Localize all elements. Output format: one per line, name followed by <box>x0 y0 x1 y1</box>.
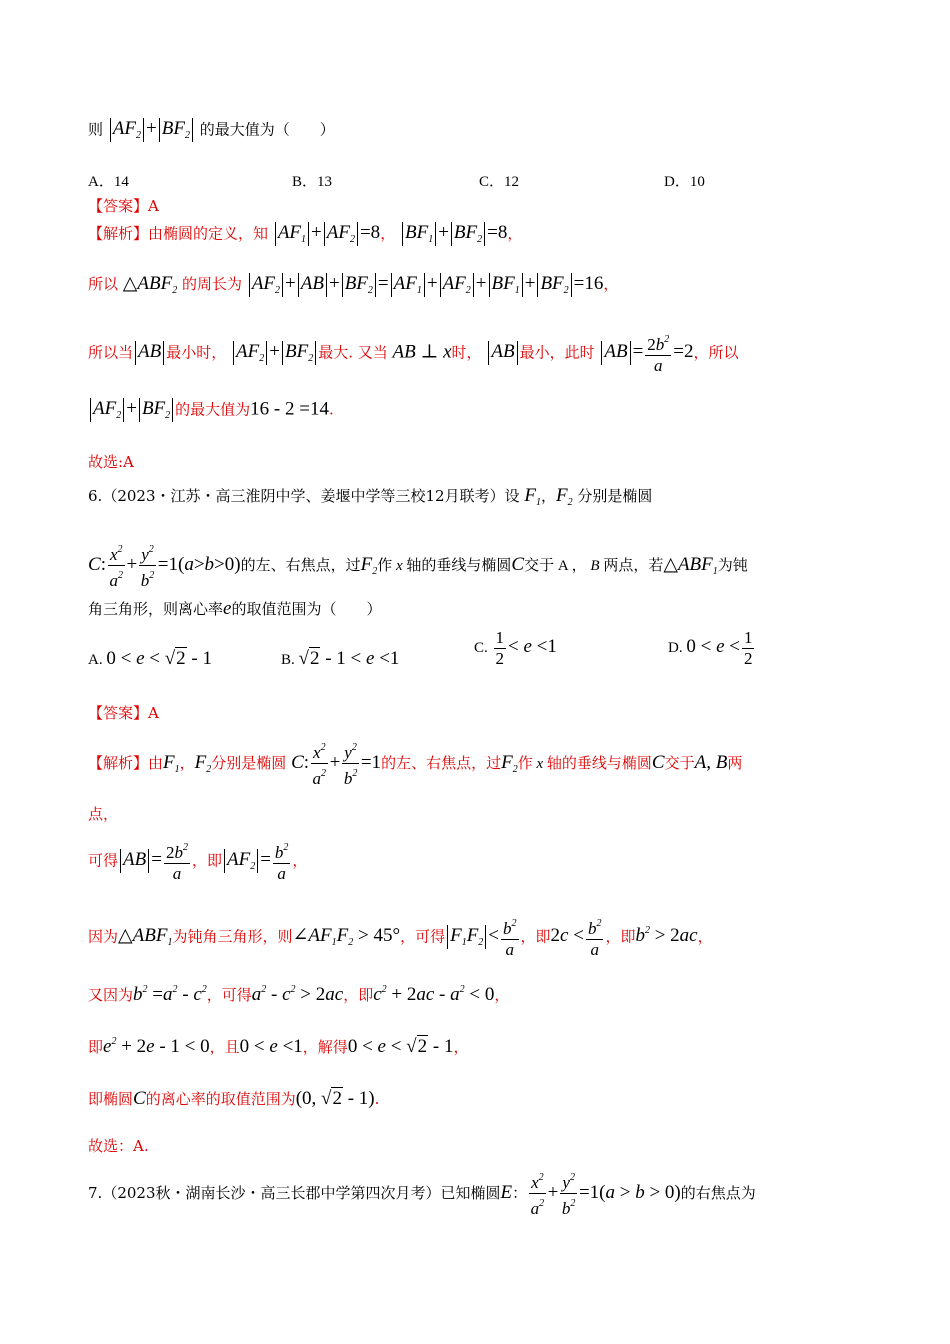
question-text: 轴的垂线与椭圆 <box>406 555 512 574</box>
formula-perimeter: $AF_2$ + AB + $BF_2 = AF_1 + AF_2 + BF_1 + BF_2 =16$ <box>247 273 604 294</box>
question-text: 交于 <box>524 555 555 574</box>
analysis-text: 最大. 又当 <box>318 343 388 362</box>
q5-answer <box>88 195 159 216</box>
q6-analysis-line7: 即椭圆C的离心率的取值范围为(0, √2 - 1). <box>88 1088 380 1109</box>
q6-option-d: D. 0 < e < $\frac{1}{2}$ <box>668 628 753 668</box>
formula-af2-bf2: $AF_2 + BF_2$ <box>108 118 195 139</box>
q7-line1: 7.（2023秋・湖南长沙・高三长郡中学第四次月考）已知椭圆E： $\frac{x^2}{a^2}$ + $\frac{y^2}{b^2}$ =1(a > b > 0)的右焦点为 <box>88 1168 756 1219</box>
question-text: 两点，若 <box>603 555 664 574</box>
question-text: 角三角形，则离心率 <box>88 600 224 618</box>
q6-line2: C: $\frac{x^2}{a^2}$ + $\frac{y^2}{b^2}$ =1(a>b>0)的左、右焦点，过$F_2$作 x 轴的垂线与椭圆C交于 A ， B 两点，若$\triangle ABF_1$为钝 <box>88 540 748 591</box>
intro-suffix: 的最大值为（ ） <box>199 120 335 139</box>
q6-option-c: C. $\frac{1}{2}$ < e <1 <box>474 628 557 668</box>
answer-tag: 【答案】 <box>88 704 149 722</box>
analysis-text: 的周长为 <box>182 275 243 293</box>
q6-line1: 6.（2023・江苏・高三淮阴中学、姜堰中学等三校12月联考）设 $F_1$，$F_2$ 分别是椭圆 <box>88 485 653 508</box>
q6-analysis-line6: 即$e^2 + 2e - 1 < 0$，且0 < e <1，解得0 < e < √2 - 1， <box>88 1036 469 1057</box>
question-text: 为钝 <box>717 555 748 574</box>
question-source: （2023秋・湖南长沙・高三长郡中学第四次月考）已知椭圆 <box>102 1183 501 1202</box>
q5-analysis-line4: $AF_2 + BF_2$ 的最大值为16 - 2 =14. <box>88 398 334 422</box>
analysis-text: 最小，此时 <box>519 343 595 362</box>
q5-option-c: C．12 <box>479 174 520 190</box>
q5-option-a: A．14 <box>88 174 129 190</box>
q6-analysis-line4: 因为$\triangle ABF_1$为钝角三角形，则$\angle AF_1F_2 > 45^\circ$，可得 $F_1F_2$ < $\frac{b^2}{a}$ ，即2c < $\frac{b^2}{a}$ ，即$b^2 > 2ac$， <box>88 914 713 960</box>
analysis-text: 的最大值为 <box>175 400 251 419</box>
q5-option-b: B．13 <box>292 174 333 190</box>
intro-prefix: 则 <box>88 120 104 139</box>
analysis-tag: 【解析】 <box>88 753 149 772</box>
intro-line <box>88 118 335 142</box>
analysis-text: 时， <box>451 343 482 362</box>
q6-choose: 故选：A. <box>88 1137 149 1155</box>
q6-line3: 角三角形，则离心率e的取值范围为（ ） <box>88 598 382 619</box>
q6-analysis-line3: 可得 AB = $\frac{2b^2}{a}$ ，即 $AF_2$ = $\frac{b^2}{a}$ ， <box>88 838 307 884</box>
q6-option-a: A. 0 < e < √2 - 1 <box>88 648 212 669</box>
analysis-text: 所以当 <box>88 343 134 362</box>
question-text: 作 <box>377 555 393 574</box>
formula-bf1-bf2: $BF_1 + BF_2 =8$ <box>400 222 507 243</box>
question-text: 分别是椭圆 <box>577 487 653 505</box>
question-text: 的右焦点为 <box>680 1183 756 1202</box>
formula-triangle-abf2: $\triangle ABF_2$ <box>122 273 178 296</box>
q5-option-d: D．10 <box>664 174 705 190</box>
analysis-text: 所以 <box>88 275 119 293</box>
q5-choose: 故选:A <box>88 453 134 471</box>
answer-tag: 【答案】 <box>88 197 149 215</box>
q5-analysis-line3: 所以当 AB 最小时， $AF_2 + BF_2$ 最大. 又当 AB ⊥ x时， AB 最小，此时 AB = $\frac{2b^2}{a}$ =2，所以 <box>88 330 739 376</box>
answer-value: A <box>148 704 159 722</box>
q6-option-b: B. √2 - 1 < e <1 <box>281 648 400 669</box>
analysis-text: 由椭圆的定义，知 <box>148 224 269 243</box>
analysis-text: ，所以 <box>693 343 739 362</box>
analysis-tag: 【解析】 <box>88 224 149 243</box>
answer-value: A <box>148 197 159 215</box>
question-number: 7. <box>88 1183 103 1202</box>
formula-af1-af2: $AF_1 + AF_2 =8$ <box>273 222 380 243</box>
question-source: （2023・江苏・高三淮阴中学、姜堰中学等三校12月联考）设 <box>102 487 520 505</box>
q6-analysis-line2: 点， <box>88 805 119 823</box>
q6-answer <box>88 702 159 723</box>
q6-analysis-line1: 【解析】由$F_1$，$F_2$分别是椭圆 C: $\frac{x^2}{a^2}$ + $\frac{y^2}{b^2}$ =1的左、右焦点，过$F_2$作 x 轴的垂线与椭圆C交于A, B两 <box>88 738 742 789</box>
question-text: 的取值范围为（ ） <box>231 600 382 618</box>
q6-analysis-line5: 又因为$b^2 =a^2 - c^2$，可得$a^2 - c^2 > 2ac$，即$c^2 + 2ac - a^2 < 0$， <box>88 984 510 1005</box>
question-number: 6. <box>88 487 103 505</box>
question-text: 的左、右焦点，过 <box>240 555 361 574</box>
analysis-text: 最小时， <box>166 343 227 362</box>
formula-ellipse-e: $\frac{x^2}{a^2}$ + $\frac{y^2}{b^2}$ =1(a > b > 0) <box>527 1182 681 1203</box>
formula-ellipse: C: $\frac{x^2}{a^2}$ + $\frac{y^2}{b^2}$ =1(a>b>0) <box>88 554 241 575</box>
q5-analysis-line1: 【解析】由椭圆的定义，知 $AF_1 + AF_2 =8$， $BF_1 + BF_2 =8$， <box>88 222 523 246</box>
q5-analysis-line2: 所以 $\triangle ABF_2$ 的周长为 $AF_2$ + AB + $BF_2 = AF_1 + AF_2 + BF_1 + BF_2 =16$， <box>88 273 619 296</box>
